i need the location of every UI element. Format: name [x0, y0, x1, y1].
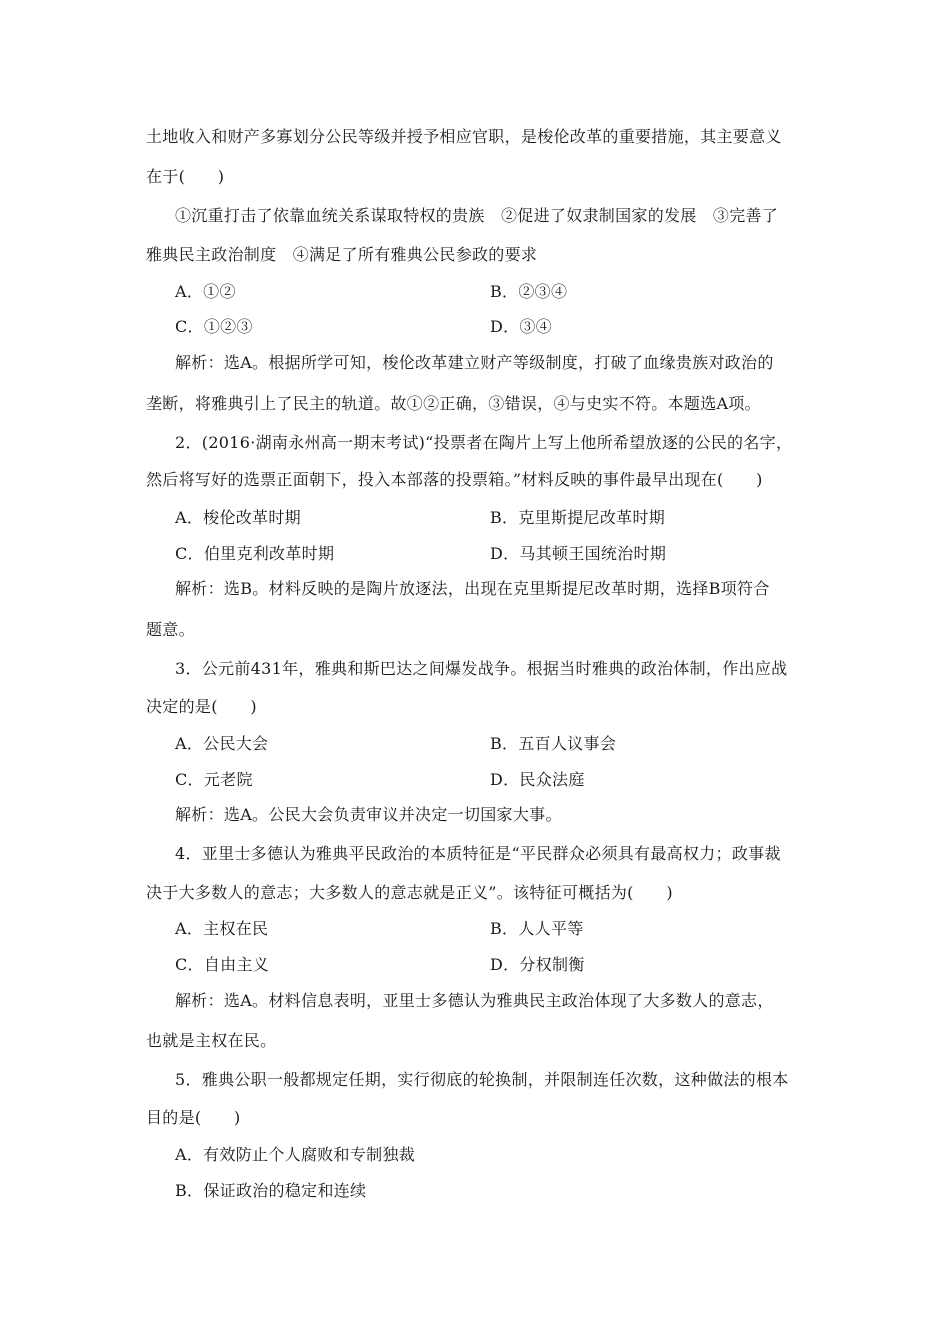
q4-stem-line2: 决于大多数人的意志；大多数人的意志就是正义”。该特征可概括为( ): [146, 883, 673, 902]
q1-items-line2: 雅典民主政治制度 ④满足了所有雅典公民参政的要求: [146, 245, 538, 264]
q1-analysis-line2: 垄断，将雅典引上了民主的轨道。故①②正确，③错误，④与史实不符。本题选A项。: [146, 394, 761, 413]
q5-stem-line1: 5．雅典公职一般都规定任期，实行彻底的轮换制，并限制连任次数，这种做法的根本: [175, 1070, 789, 1089]
q2-option-c: C．伯里克利改革时期: [175, 544, 335, 563]
q3-option-d: D．民众法庭: [490, 770, 585, 789]
q2-analysis-line2: 题意。: [146, 620, 195, 639]
q5-option-b: B．保证政治的稳定和连续: [175, 1181, 367, 1200]
q3-option-a: A．公民大会: [175, 734, 269, 753]
q3-option-c: C．元老院: [175, 770, 253, 789]
q1-analysis-line1: 解析：选A。根据所学可知，梭伦改革建立财产等级制度，打破了血缘贵族对政治的: [175, 353, 774, 372]
q1-items-line1: ①沉重打击了依靠血统关系谋取特权的贵族 ②促进了奴隶制国家的发展 ③完善了: [175, 206, 779, 225]
q4-analysis-line1: 解析：选A。材料信息表明，亚里士多德认为雅典民主政治体现了大多数人的意志，: [175, 991, 774, 1010]
q5-option-a: A．有效防止个人腐败和专制独裁: [175, 1145, 416, 1164]
q2-option-d: D．马其顿王国统治时期: [490, 544, 667, 563]
q5-stem-line2: 目的是( ): [146, 1108, 241, 1127]
q2-option-b: B．克里斯提尼改革时期: [490, 508, 666, 527]
q4-option-c: C．自由主义: [175, 955, 270, 974]
q1-option-c: C．①②③: [175, 317, 253, 336]
q3-stem-line1: 3．公元前431年，雅典和斯巴达之间爆发战争。根据当时雅典的政治体制，作出应战: [175, 659, 788, 678]
q1-stem-line1: 土地收入和财产多寡划分公民等级并授予相应官职，是梭伦改革的重要措施，其主要意义: [146, 127, 782, 146]
q1-stem-line2: 在于( ): [146, 167, 225, 186]
q4-option-d: D．分权制衡: [490, 955, 585, 974]
q3-stem-line2: 决定的是( ): [146, 697, 257, 716]
q2-option-a: A．梭伦改革时期: [175, 508, 301, 527]
q3-option-b: B．五百人议事会: [490, 734, 617, 753]
q3-analysis-line1: 解析：选A。公民大会负责审议并决定一切国家大事。: [175, 805, 562, 824]
q2-stem-line1: 2．(2016·湖南永州高一期末考试)“投票者在陶片上写上他所希望放逐的公民的名字，: [175, 433, 793, 452]
q1-option-d: D．③④: [490, 317, 553, 336]
q4-stem-line1: 4．亚里士多德认为雅典平民政治的本质特征是“平民群众必须具有最高权力；政事裁: [175, 844, 781, 863]
q4-option-b: B．人人平等: [490, 919, 584, 938]
q4-analysis-line2: 也就是主权在民。: [146, 1031, 277, 1050]
q2-stem-line2: 然后将写好的选票正面朝下，投入本部落的投票箱。”材料反映的事件最早出现在( ): [146, 470, 763, 489]
q1-option-b: B．②③④: [490, 282, 568, 301]
q1-option-a: A．①②: [175, 282, 236, 301]
q2-analysis-line1: 解析：选B。材料反映的是陶片放逐法，出现在克里斯提尼改革时期，选择B项符合: [175, 579, 770, 598]
q4-option-a: A．主权在民: [175, 919, 269, 938]
